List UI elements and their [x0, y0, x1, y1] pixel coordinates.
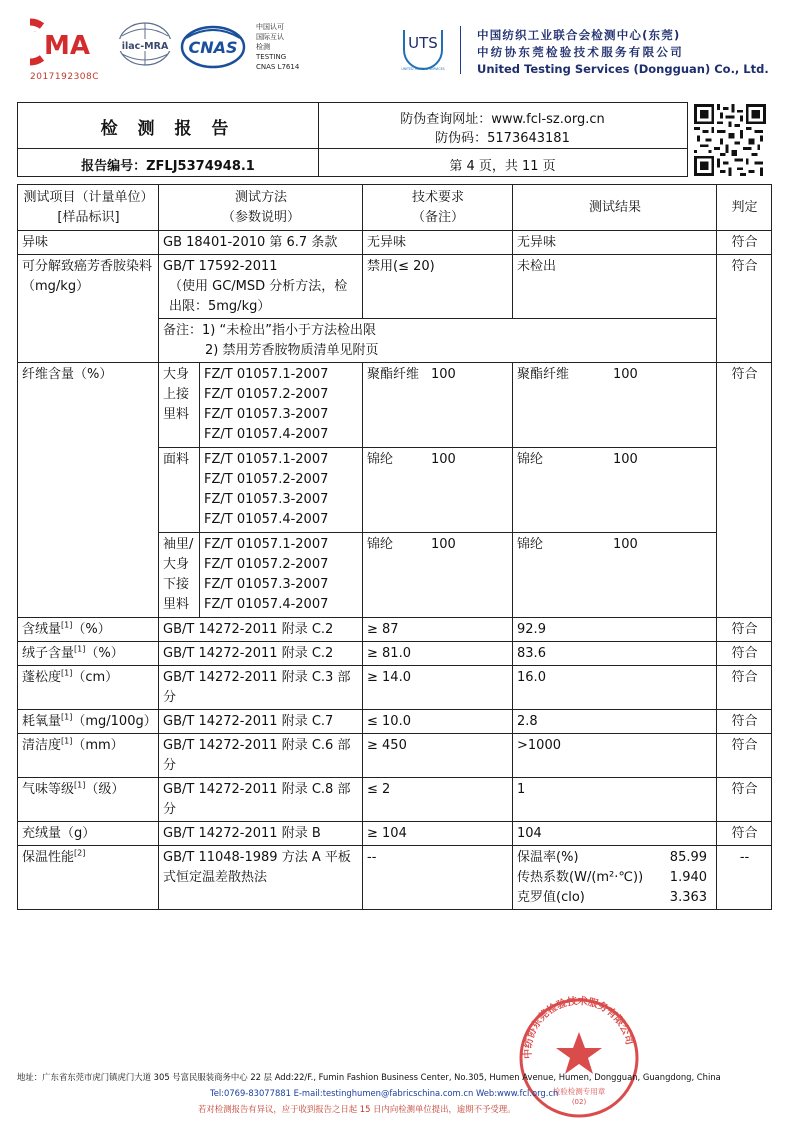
fiber-result — [513, 363, 717, 448]
fiber-methods — [200, 363, 363, 448]
footer-notice: 若对检测报告有异议，应于收到报告之日起 15 日内向检测单位提出，逾期不予受理。 — [198, 1104, 516, 1114]
fiber-requirement — [363, 448, 513, 533]
fiber-method: FZ/T 01057.3-2007 — [204, 407, 329, 422]
row-item — [18, 734, 159, 778]
row-item-label: 含绒量 — [22, 622, 62, 637]
fiber-method: FZ/T 01057.2-2007 — [204, 557, 329, 572]
row-judgement: 符合 — [717, 231, 772, 255]
fiber-req-value: 100 — [431, 537, 456, 552]
seal-number: (02) — [571, 1098, 587, 1106]
fiber-method: FZ/T 01057.2-2007 — [204, 387, 329, 402]
row-judgement: 符合 — [717, 618, 772, 642]
table-row — [18, 734, 772, 778]
ilac-logo-text: ilac-MRA — [121, 41, 169, 52]
header-test-item-line1: 测试项目（计量单位） — [23, 190, 154, 205]
row-method: GB/T 14272-2011 附录 C.2 — [159, 642, 363, 666]
row-item-label: 耗氧量 — [22, 714, 62, 729]
row-item: 纤维含量（%） — [18, 363, 159, 618]
row-item-unit: （%） — [85, 646, 124, 661]
qr-code-icon — [694, 104, 766, 176]
azo-note-line1: 备注：1) “未检出”指小于方法检出限 — [163, 323, 376, 338]
row-item-label: 气味等级 — [22, 782, 75, 797]
row-judgement: 符合 — [717, 363, 772, 618]
lab-name-cn-2: 中纺协东莞检验技术服务有限公司 — [477, 45, 684, 59]
table-header-row — [18, 185, 772, 231]
row-method: GB 18401-2010 第 6.7 条款 — [159, 231, 363, 255]
header-judgement: 判定 — [717, 185, 772, 231]
fiber-req-name: 锦纶 — [367, 537, 394, 552]
fiber-requirement — [363, 363, 513, 448]
header-requirement-line1: 技术要求 — [412, 190, 465, 205]
uts-logo — [398, 24, 448, 76]
fiber-methods — [200, 448, 363, 533]
row-item-label: 蓬松度 — [22, 670, 62, 685]
footnote-ref: [1] — [74, 644, 86, 654]
row-method: GB/T 14272-2011 附录 B — [159, 822, 363, 846]
thermal-result-label: 保温率(%) — [517, 850, 579, 865]
header-test-item-line2: [样品标识] — [57, 210, 120, 225]
row-item: 充绒量（g） — [18, 822, 159, 846]
fiber-result — [513, 533, 717, 618]
report-title: 检 测 报 告 — [100, 119, 236, 139]
table-row — [18, 778, 772, 822]
fiber-result-value: 100 — [613, 537, 638, 552]
fiber-req-name: 锦纶 — [367, 452, 394, 467]
table-row — [18, 666, 772, 710]
footnote-ref: [1] — [61, 736, 73, 746]
row-requirement: ≥ 14.0 — [363, 666, 513, 710]
table-row — [18, 618, 772, 642]
table-row — [18, 255, 772, 319]
row-requirement: -- — [363, 846, 513, 910]
uts-logo-subtext: UNITED TESTING SERVICES — [401, 67, 445, 71]
cnas-logo-text: CNAS — [188, 38, 238, 57]
row-method — [159, 255, 363, 319]
uts-logo-text: UTS — [408, 34, 438, 52]
row-requirement: ≤ 2 — [363, 778, 513, 822]
table-row — [18, 846, 772, 910]
footnote-ref: [1] — [74, 780, 86, 790]
row-judgement: 符合 — [717, 710, 772, 734]
header-requirement-line2: （备注） — [412, 210, 465, 225]
row-item — [18, 846, 159, 910]
row-requirement: ≥ 450 — [363, 734, 513, 778]
row-judgement: 符合 — [717, 778, 772, 822]
thermal-result-value: 3.363 — [669, 890, 708, 905]
header-test-item — [18, 185, 159, 231]
fiber-part: 大身上接里料 — [159, 363, 200, 448]
title-box-divider — [18, 148, 687, 149]
row-item-unit: （级） — [85, 782, 125, 797]
row-requirement: 禁用(≤ 20) — [363, 255, 513, 319]
cnas-logo — [180, 24, 246, 70]
azo-note — [159, 319, 717, 363]
footnote-ref: [1] — [61, 620, 73, 630]
thermal-result-value: 1.940 — [669, 870, 708, 885]
header-test-method — [159, 185, 363, 231]
row-requirement: ≤ 10.0 — [363, 710, 513, 734]
fiber-result — [513, 448, 717, 533]
row-judgement: 符合 — [717, 255, 772, 363]
row-judgement: 符合 — [717, 666, 772, 710]
row-method: GB/T 14272-2011 附录 C.3 部分 — [159, 666, 363, 710]
fiber-result-name: 聚酯纤维 — [517, 367, 570, 382]
fiber-req-value: 100 — [431, 367, 456, 382]
row-method: GB/T 14272-2011 附录 C.6 部分 — [159, 734, 363, 778]
fiber-method: FZ/T 01057.3-2007 — [204, 577, 329, 592]
row-item — [18, 618, 159, 642]
fiber-req-name: 聚酯纤维 — [367, 367, 420, 382]
header-separator — [460, 26, 461, 74]
test-results-table — [17, 184, 772, 910]
thermal-result-value: 85.99 — [669, 850, 708, 865]
table-row — [18, 642, 772, 666]
row-requirement: ≥ 104 — [363, 822, 513, 846]
row-item-label: 保温性能 — [22, 850, 75, 865]
table-row — [18, 231, 772, 255]
fiber-result-value: 100 — [613, 452, 638, 467]
row-method: GB/T 14272-2011 附录 C.8 部分 — [159, 778, 363, 822]
fiber-part: 袖里/大身下接里料 — [159, 533, 200, 618]
fiber-req-value: 100 — [431, 452, 456, 467]
fiber-result-value: 100 — [613, 367, 638, 382]
row-judgement: -- — [717, 846, 772, 910]
header-requirement — [363, 185, 513, 231]
thermal-result-label: 传热系数(W/(m²·℃)) — [517, 870, 644, 885]
header-test-method-line1: 测试方法 — [235, 190, 288, 205]
row-item-label: 清洁度 — [22, 738, 62, 753]
fiber-method: FZ/T 01057.1-2007 — [204, 367, 329, 382]
row-item — [18, 778, 159, 822]
row-result: 83.6 — [513, 642, 717, 666]
row-item — [18, 642, 159, 666]
row-requirement: ≥ 87 — [363, 618, 513, 642]
fiber-method: FZ/T 01057.2-2007 — [204, 472, 329, 487]
row-method: GB/T 11048-1989 方法 A 平板式恒定温差散热法 — [159, 846, 363, 910]
cma-logo-text: CMA — [34, 32, 37, 33]
official-seal-stamp — [510, 990, 648, 1120]
row-judgement: 符合 — [717, 642, 772, 666]
footnote-ref: [1] — [61, 668, 73, 678]
lab-name-en: United Testing Services (Dongguan) Co., Ltd. — [477, 62, 769, 76]
fiber-method: FZ/T 01057.4-2007 — [204, 512, 329, 527]
table-row — [18, 710, 772, 734]
anti-fake-code: 防伪码：5173643181 — [435, 131, 570, 146]
row-requirement: 无异味 — [363, 231, 513, 255]
fiber-method: FZ/T 01057.1-2007 — [204, 452, 329, 467]
row-item: 可分解致癌芳香胺染料（mg/kg） — [18, 255, 159, 363]
cma-logo — [30, 18, 110, 66]
row-result: 无异味 — [513, 231, 717, 255]
fiber-method: FZ/T 01057.4-2007 — [204, 427, 329, 442]
row-result: 104 — [513, 822, 717, 846]
seal-text: 中纺协东莞检验技术服务有限公司 — [522, 996, 635, 1059]
row-result: 未检出 — [513, 255, 717, 319]
header-test-method-line2: （参数说明） — [222, 210, 301, 225]
row-item — [18, 666, 159, 710]
row-result: 92.9 — [513, 618, 717, 642]
row-item-unit: （%） — [72, 622, 111, 637]
seal-subtext: 检验检测专用章 — [552, 1087, 606, 1096]
svg-text:MA: MA — [44, 31, 90, 61]
fiber-part: 面料 — [159, 448, 200, 533]
footnote-ref: [2] — [74, 848, 86, 858]
fiber-method: FZ/T 01057.1-2007 — [204, 537, 329, 552]
fiber-requirement — [363, 533, 513, 618]
row-result: 2.8 — [513, 710, 717, 734]
table-row — [18, 822, 772, 846]
fiber-method: FZ/T 01057.3-2007 — [204, 492, 329, 507]
row-item-unit: （cm） — [72, 670, 119, 685]
footer-contact: Tel:0769-83077881 E-mail:testinghumen@fabricschina.com.cn Web:www.fcl.org.cn — [210, 1088, 559, 1098]
cnas-accreditation-text: 中国认可 国际互认 检测 TESTING CNAS L7614 — [256, 23, 300, 71]
azo-note-line2: 2) 禁用芳香胺物质清单见附页 — [205, 343, 379, 358]
row-method-param: （使用 GC/MSD 分析方法，检出限：5mg/kg） — [169, 279, 348, 314]
row-result: >1000 — [513, 734, 717, 778]
row-result — [513, 846, 717, 910]
fiber-method: FZ/T 01057.4-2007 — [204, 597, 329, 612]
row-requirement: ≥ 81.0 — [363, 642, 513, 666]
fiber-result-name: 锦纶 — [517, 537, 544, 552]
fiber-result-name: 锦纶 — [517, 452, 544, 467]
row-item-unit: （mm） — [72, 738, 124, 753]
fiber-row — [18, 363, 772, 448]
row-item: 异味 — [18, 231, 159, 255]
page-info: 第 4 页，共 11 页 — [449, 159, 556, 174]
row-method: GB/T 14272-2011 附录 C.2 — [159, 618, 363, 642]
lab-name-cn-1: 中国纺织工业联合会检测中心(东莞) — [477, 28, 681, 42]
footer-address: 地址：广东省东莞市虎门镇虎门大道 305 号富民服装商务中心 22 层 Add:22/F., Fumin Fashion Business Center, No.305, Humen Avenue, Humen, Dongguan, Guangdong, China — [17, 1072, 721, 1082]
report-title-box — [17, 102, 688, 177]
row-result: 16.0 — [513, 666, 717, 710]
row-method-standard: GB/T 17592-2011 — [163, 259, 278, 274]
fiber-methods — [200, 533, 363, 618]
header-result: 测试结果 — [513, 185, 717, 231]
row-item-label: 绒子含量 — [22, 646, 75, 661]
row-judgement: 符合 — [717, 734, 772, 778]
cma-code: 2017192308C — [30, 72, 100, 82]
thermal-result-label: 克罗值(clo) — [517, 890, 585, 905]
footnote-ref: [1] — [61, 712, 73, 722]
ilac-mra-logo — [114, 20, 176, 78]
row-item — [18, 710, 159, 734]
row-method: GB/T 14272-2011 附录 C.7 — [159, 710, 363, 734]
row-result: 1 — [513, 778, 717, 822]
row-item-unit: （mg/100g） — [72, 714, 157, 729]
report-number: 报告编号：ZFLJ5374948.1 — [81, 159, 255, 174]
row-judgement: 符合 — [717, 822, 772, 846]
anti-fake-url: 防伪查询网址：www.fcl-sz.org.cn — [400, 112, 605, 127]
